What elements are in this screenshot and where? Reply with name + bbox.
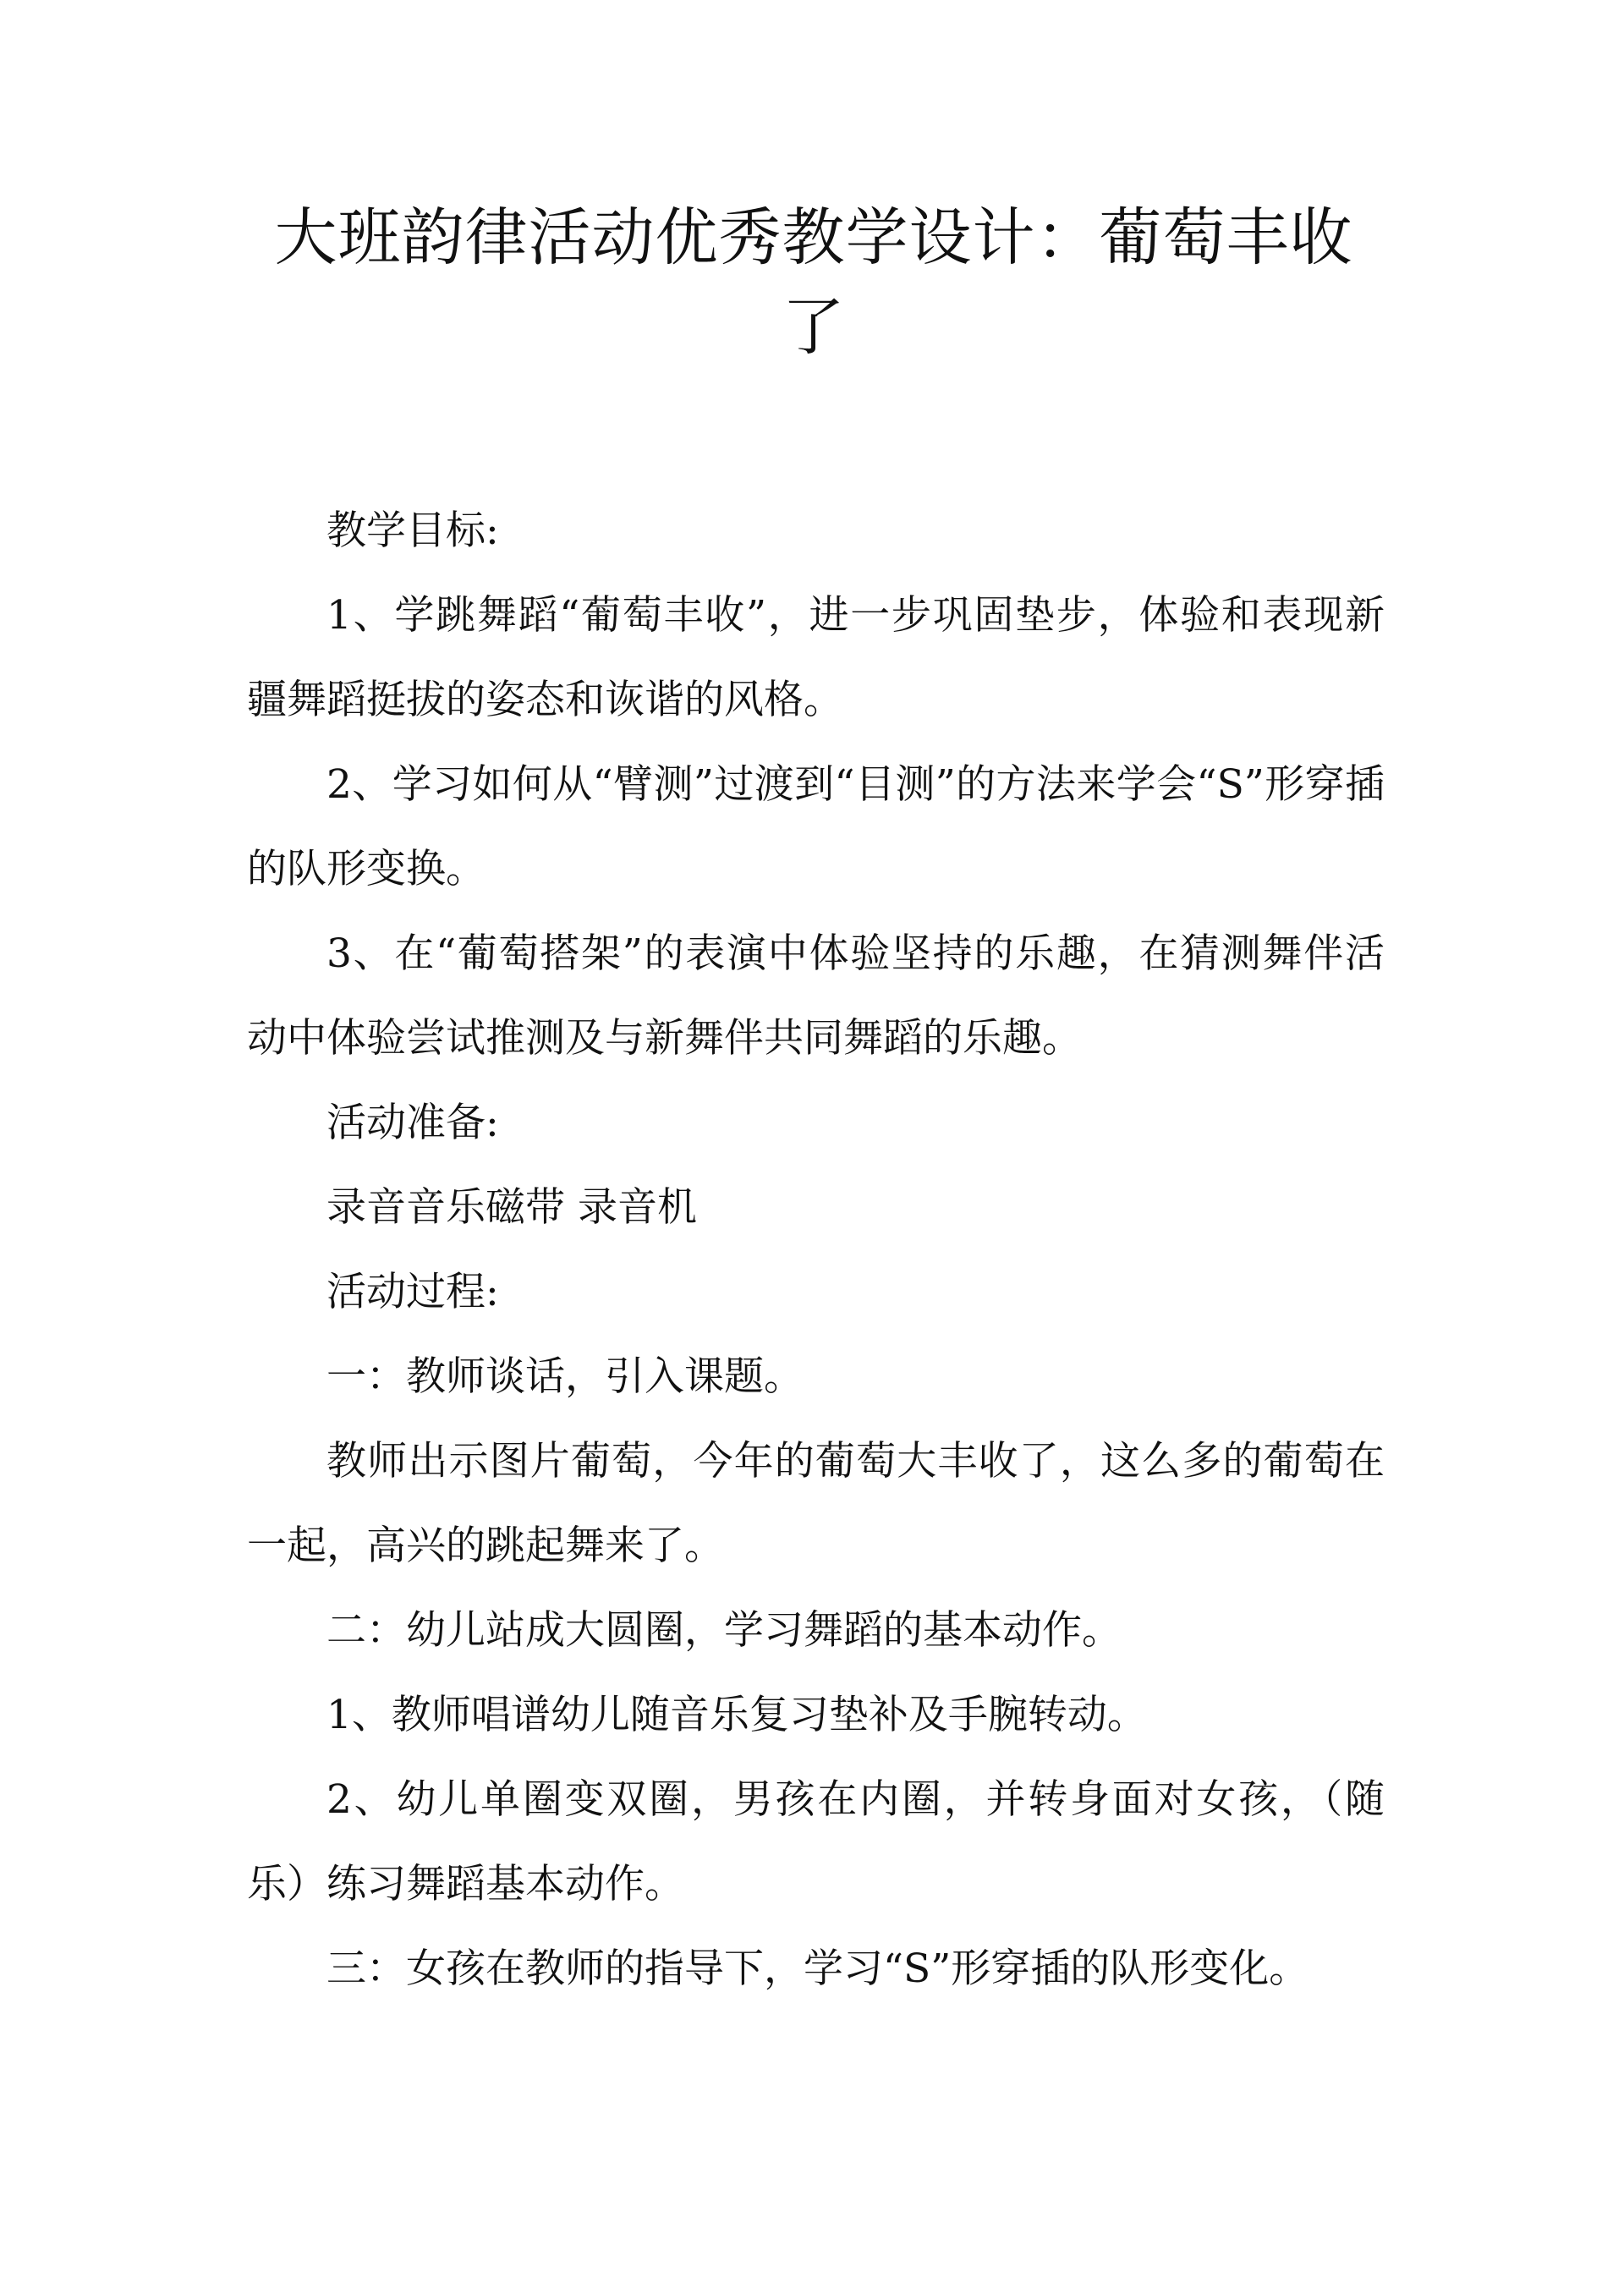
document-body <box>247 489 1385 2011</box>
paragraph-preparation-items: 录音音乐磁带 录音机 <box>326 1184 697 1231</box>
paragraph-step-2-item-1: 1、教师唱谱幼儿随音乐复习垫补及手腕转动。 <box>326 1692 1147 1738</box>
paragraph-goal-2: 2、学习如何从“臂测”过渡到“目测”的方法来学会“S”形穿插的队形变换。 <box>247 761 1385 892</box>
paragraph-goal-3: 3、在“葡萄搭架”的表演中体验坚持的乐趣，在猜测舞伴活动中体验尝试推测及与新舞伴共同舞蹈的乐趣。 <box>247 930 1385 1062</box>
paragraph-preparation-heading: 活动准备: <box>326 1100 499 1146</box>
paragraph-step-2-item-2: 2、幼儿单圈变双圈，男孩在内圈，并转身面对女孩，（随乐）练习舞蹈基本动作。 <box>247 1776 1385 1907</box>
document-title: 大班韵律活动优秀教学设计：葡萄丰收了 <box>274 201 1353 364</box>
paragraph-teaching-goals-heading: 教学目标: <box>326 508 499 554</box>
paragraph-step-2-heading: 二：幼儿站成大圆圈，学习舞蹈的基本动作。 <box>326 1607 1122 1654</box>
paragraph-goal-1: 1、学跳舞蹈“葡萄丰收”，进一步巩固垫步，体验和表现新疆舞蹈挺拔的姿态和诙谐的风格。 <box>247 592 1385 723</box>
paragraph-step-3-heading: 三：女孩在教师的指导下，学习“S”形穿插的队形变化。 <box>326 1946 1309 1992</box>
paragraph-step-1-heading: 一：教师谈话，引入课题。 <box>326 1353 804 1400</box>
paragraph-process-heading: 活动过程: <box>326 1269 499 1315</box>
paragraph-step-1-text: 教师出示图片葡萄，今年的葡萄大丰收了，这么多的葡萄在一起，高兴的跳起舞来了。 <box>247 1438 1385 1569</box>
